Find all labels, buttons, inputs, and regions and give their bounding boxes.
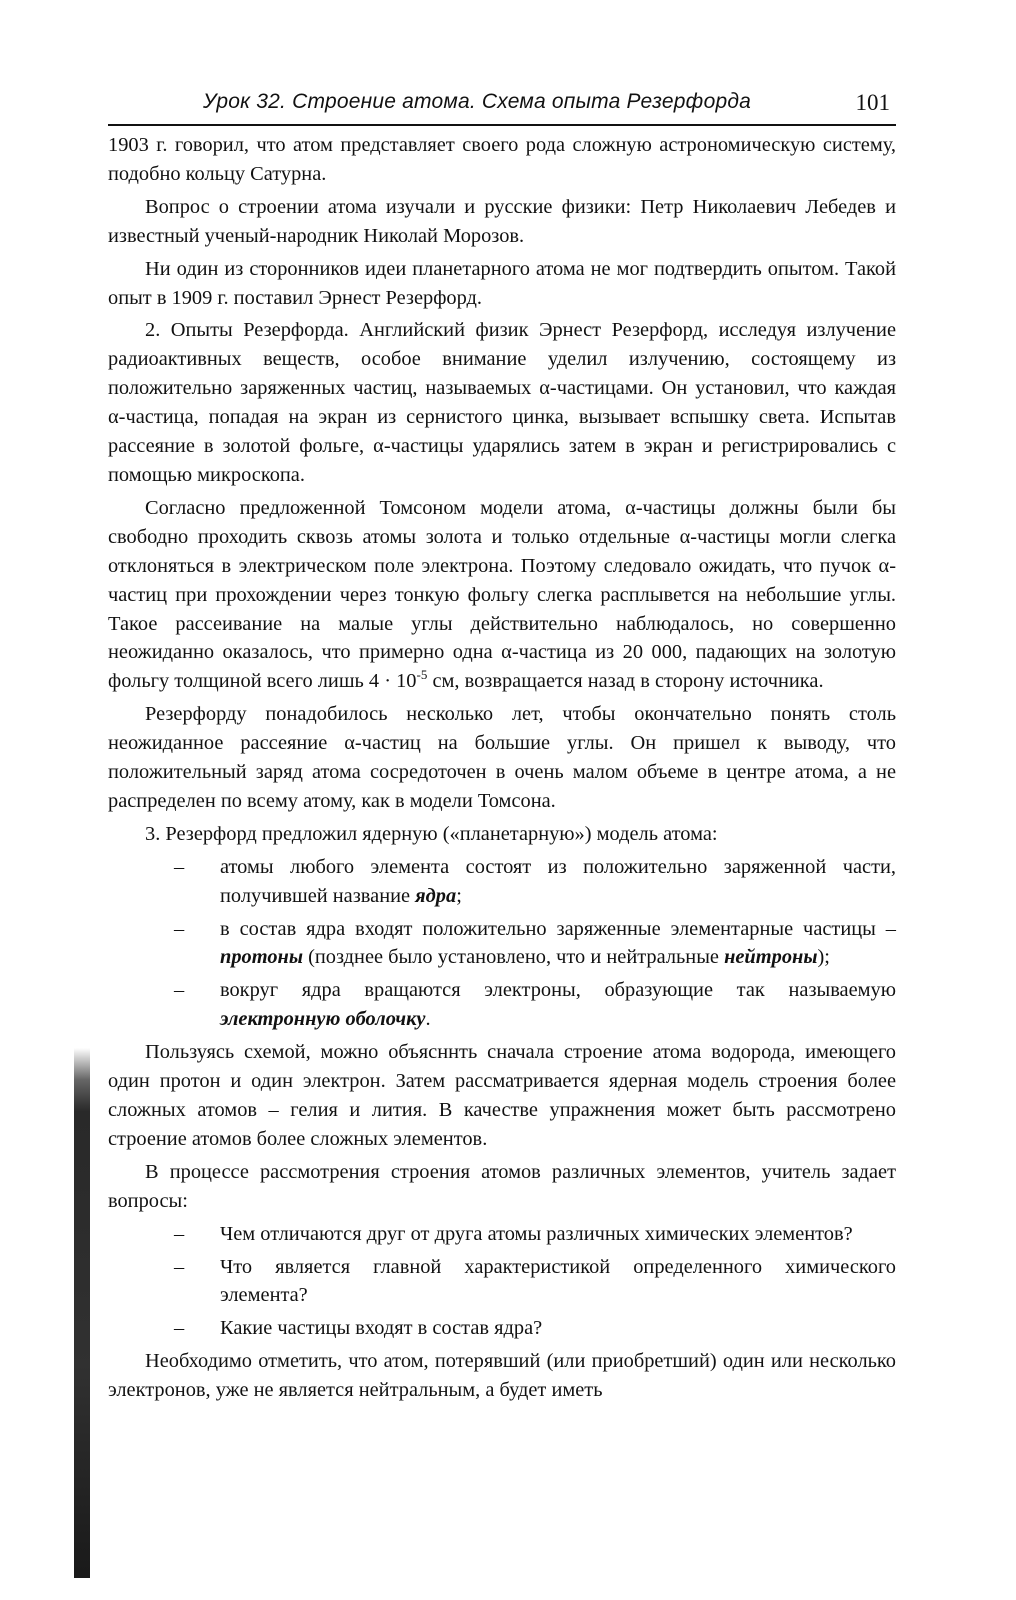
list-text: в состав ядра входят положительно заряженные элементарные частицы – — [220, 917, 896, 940]
running-header — [108, 88, 896, 126]
paragraph-3: Ни один из сторонников идеи планетарного атома не мог подтвердить опытом. Такой опыт в 1909 г. поставил Эрнест Резерфорд. — [108, 257, 896, 309]
term-neutrons: нейтроны — [724, 946, 818, 969]
model-list — [108, 853, 896, 1034]
list-item: – Какие частицы входят в состав ядра? — [108, 1314, 896, 1343]
list-text: вокруг ядра вращаются электроны, образующие так называемую — [220, 979, 896, 1002]
exponent: -5 — [416, 667, 428, 683]
paragraph-5-text-a: Согласно предложенной Томсоном модели атома, α-частицы должны были бы свободно проходить сквозь атомы золота и только отдельные α-частицы могли слегка отклоняться в электрическом поле электрона. Поэтому следовало ожидать, что пучок α-частиц при прохождении через тонкую фольгу слегка расплывется на небольшие углы. Такое рассеивание на малые углы действительно наблюдалось, но совершенно неожиданно оказалось, что примерно одна α-частица из 20 000, падающих на золотую фольгу толщиной всего лишь 4 · 10 — [108, 496, 896, 693]
paragraph-6: Резерфорду понадобилось несколько лет, чтобы окончательно понять столь неожиданное рассеяние α-частиц на большие углы. Он пришел к выводу, что положительный заряд атома сосредоточен в очень малом объеме в центре атома, а не распределен по всему атому, как в модели Томсона. — [108, 703, 896, 812]
paragraph-10: Необходимо отметить, что атом, потерявший (или приобретший) один или несколько электронов, уже не является нейтральным, а будет иметь — [108, 1350, 896, 1402]
paragraph-2: Вопрос о строении атома изучали и русские физики: Петр Николаевич Лебедев и известный ученый-народник Николай Морозов. — [108, 195, 896, 247]
running-title: Урок 32. Строение атома. Схема опыта Резерфорда — [203, 90, 752, 113]
paragraph-1: 1903 г. говорил, что атом представляет своего рода сложную астрономическую систему, подобно кольцу Сатурна. — [108, 134, 896, 185]
list-item: – Что является главной характеристикой определенного химического элемента? — [108, 1253, 896, 1311]
paragraph-7: 3. Резерфорд предложил ядерную («планетарную») модель атома: — [145, 822, 718, 845]
questions-list — [108, 1220, 896, 1344]
list-item — [108, 915, 896, 973]
page-number: 101 — [855, 90, 890, 115]
list-item — [108, 853, 896, 911]
paragraph-8: Пользуясь схемой, можно объясннть сначала строение атома водорода, имеющего один протон и один электрон. Затем рассматривается ядерная модель строения более сложных атомов – гелия и лития. В качестве упражнения может быть рассмотрено строение атомов более сложных элементов. — [108, 1041, 896, 1150]
list-text: ; — [456, 884, 462, 907]
list-item: – Чем отличаются друг от друга атомы различных химических элементов? — [108, 1220, 896, 1249]
scan-edge-shadow — [74, 1048, 90, 1578]
paragraph-9: В процессе рассмотрения строения атомов различных элементов, учитель задает вопросы: — [108, 1160, 896, 1212]
list-item — [108, 976, 896, 1034]
list-text: ); — [817, 946, 830, 969]
paragraph-5 — [108, 494, 896, 696]
term-protons: протоны — [220, 946, 303, 969]
list-text: (позднее было установлено, что и нейтральные — [303, 946, 725, 969]
paragraph-5-text-b: см, возвращается назад в сторону источника. — [427, 670, 824, 693]
term-nucleus: ядра — [415, 884, 457, 907]
term-electron-shell: электронную оболочку — [220, 1008, 426, 1031]
paragraph-4: 2. Опыты Резерфорда. Английский физик Эрнест Резерфорд, исследуя излучение радиоактивных веществ, особое внимание уделил излучению, состоящему из положительно заряженных частиц, называемых α-частицами. Он установил, что каждая α-частица, попадая на экран из сернистого цинка, вызывает вспышку света. Испытав рассеяние в золотой фольге, α-частицы ударялись затем в экран и регистрировались с помощью микроскопа. — [108, 319, 896, 486]
list-text: . — [425, 1008, 431, 1031]
list-text: атомы любого элемента состоят из положительно заряженной части, получившей название — [220, 855, 896, 907]
page-body — [108, 131, 896, 1409]
